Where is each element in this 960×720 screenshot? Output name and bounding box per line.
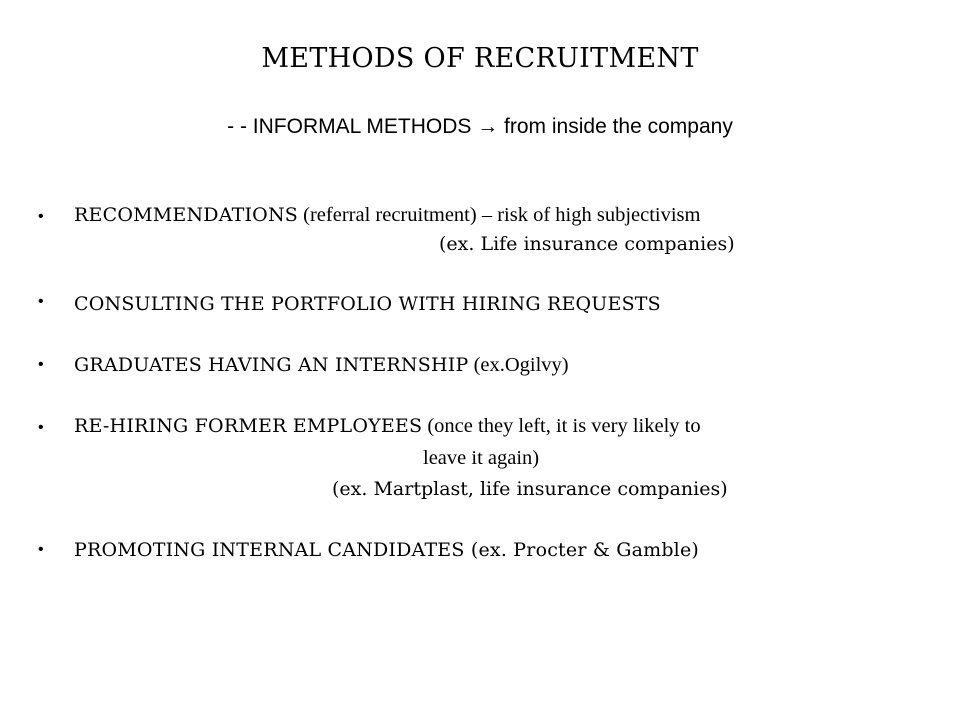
slide-subtitle: - - INFORMAL METHODS → from inside the company [227, 115, 733, 138]
list-item-graduates-internship [74, 354, 569, 377]
bullet-icon: • [38, 356, 44, 373]
list-item-promoting-internal [74, 539, 699, 561]
slide-title: METHODS OF RECRUITMENT [261, 43, 699, 74]
item-heading: CONSULTING THE PORTFOLIO WITH HIRING REQUESTS [74, 293, 661, 315]
list-item-rehiring-former-employees [74, 415, 701, 438]
bullet-icon: • [38, 419, 44, 436]
item-heading: RE-HIRING FORMER EMPLOYEES [74, 415, 423, 437]
item-detail: (ex.Ogilvy) [468, 354, 569, 376]
item-detail: (referral recruitment) – risk of high subjectivism [298, 204, 701, 226]
bullet-icon: • [38, 293, 44, 310]
list-item-consulting-portfolio [74, 293, 661, 315]
item-detail-continued: leave it again) [423, 447, 540, 469]
bullet-icon: • [38, 208, 44, 225]
item-heading: GRADUATES HAVING AN INTERNSHIP [74, 354, 469, 376]
bullet-icon: • [38, 541, 44, 558]
item-heading: PROMOTING INTERNAL CANDIDATES [74, 539, 465, 561]
item-example: (ex. Procter & Gamble) [464, 539, 700, 561]
item-example: (ex. Life insurance companies) [439, 233, 735, 255]
list-item-recommendations [74, 204, 700, 227]
item-example: (ex. Martplast, life insurance companies) [332, 478, 728, 500]
item-heading: RECOMMENDATIONS [74, 204, 299, 226]
item-detail: (once they left, it is very likely to [422, 415, 701, 437]
